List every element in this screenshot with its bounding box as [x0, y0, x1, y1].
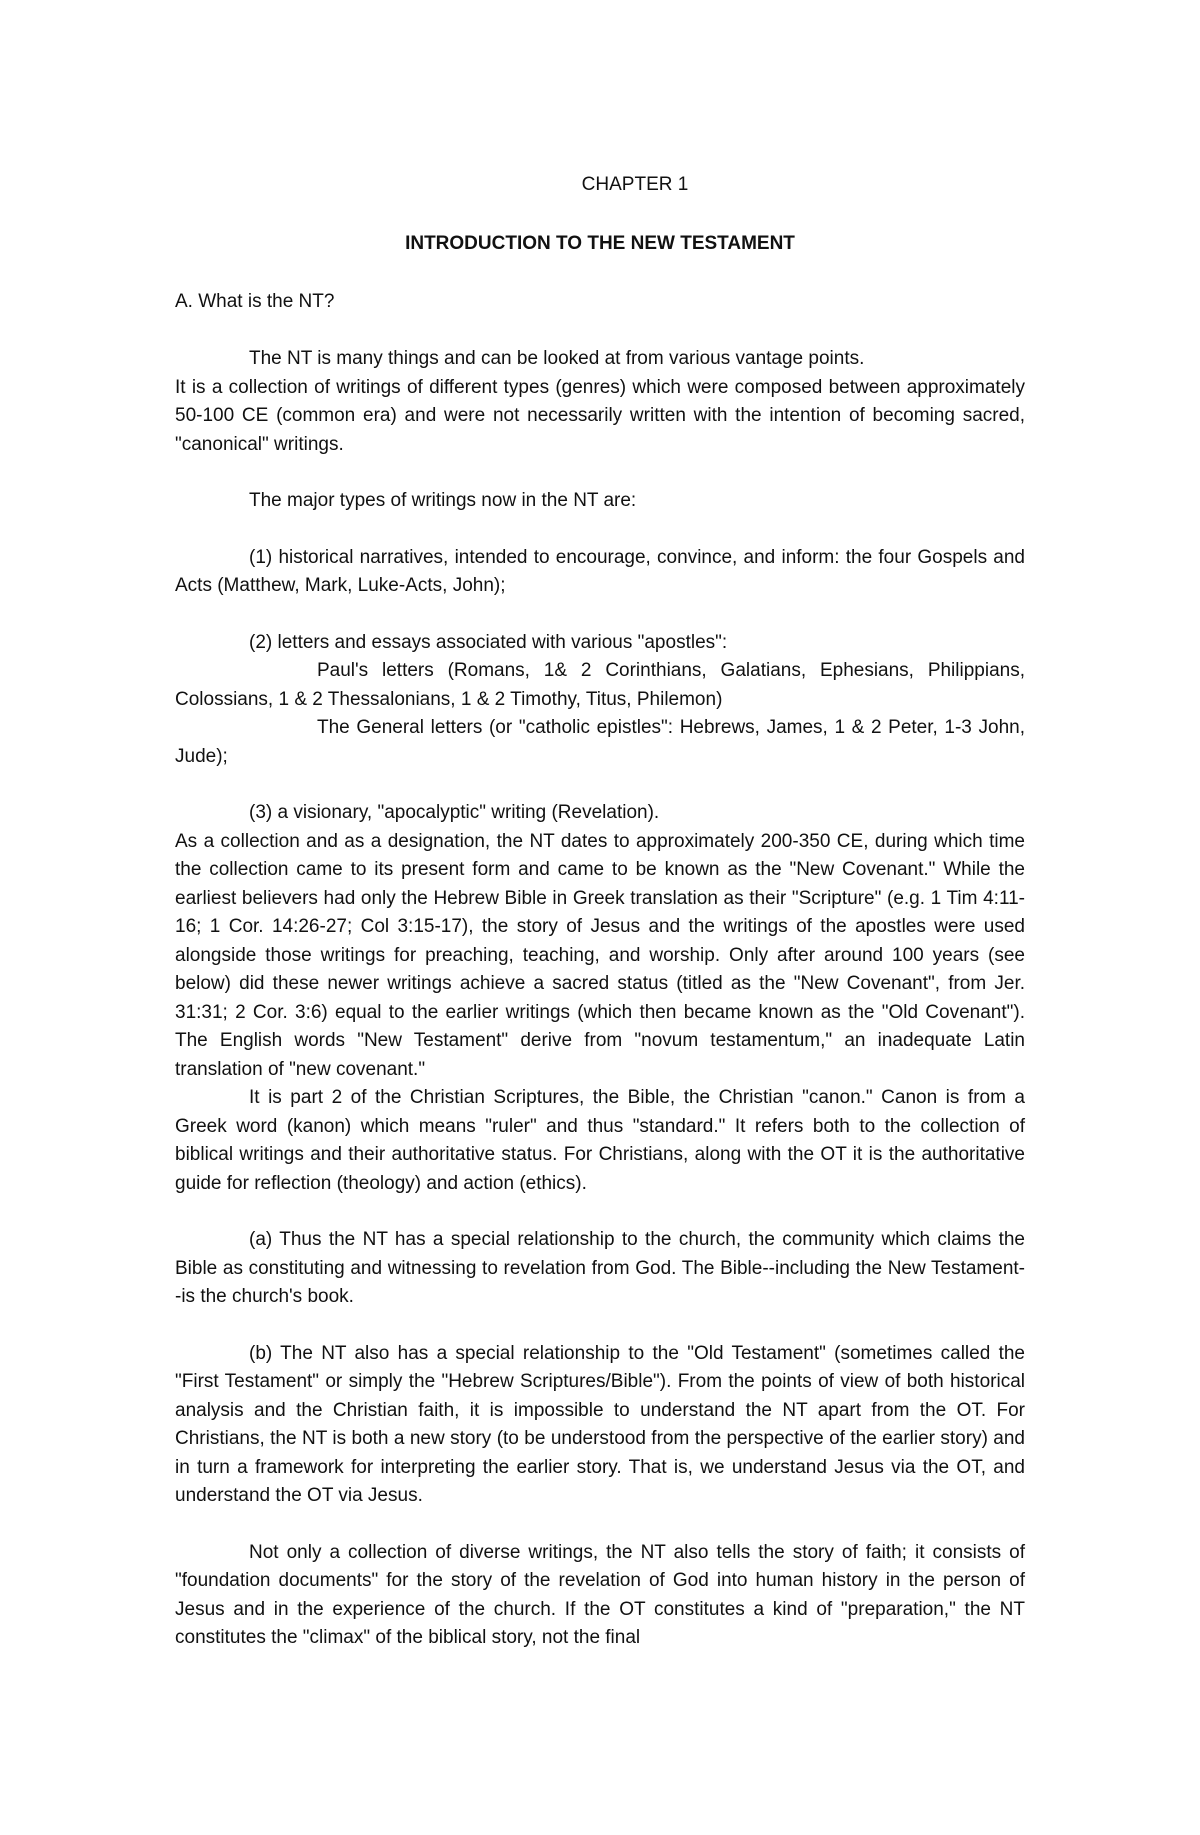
paragraph: (2) letters and essays associated with various "apostles": [249, 631, 728, 653]
body-text [175, 345, 1025, 1653]
chapter-label [0, 171, 1200, 199]
paragraph: The NT is many things and can be looked at from various vantage points. [249, 348, 865, 369]
chapter-label-text: CHAPTER 1 [581, 174, 689, 195]
paragraph: (a) Thus the NT has a special relationship to the church, the community which claims the Bible as constituting and witnessing to revelation from God. The Bible--including the New Testament--is the church's book. [175, 1229, 1025, 1307]
paragraph: Paul's letters (Romans, 1& 2 Corinthians, Galatians, Ephesians, Philippians, Colossians, 1 & 2 Thessalonians, 1 & 2 Timothy, Titus, Philemon) [175, 660, 1025, 710]
paragraph: It is part 2 of the Christian Scriptures, the Bible, the Christian "canon." Canon is from a Greek word (kanon) which means "ruler" and thus "standard." It refers both to the collection of biblical writings and their authoritative status. For Christians, along with the OT it is the authoritative guide for reflection (theology) and action (ethics). [175, 1087, 1025, 1194]
paragraph: As a collection and as a designation, the NT dates to approximately 200-350 CE, during which time the collection came to its present form and came to be known as the "New Covenant." While the earliest believers had only the Hebrew Bible in Greek translation as their "Scripture" (e.g. 1 Tim 4:11-16; 1 Cor. 14:26-27; Col 3:15-17), the story of Jesus and the writings of the apostles were used alongside those writings for preaching, teaching, and worship. Only after around 100 years (see below) did these newer writings achieve a sacred status (titled as the "New Covenant", from Jer. 31:31; 2 Cor. 3:6) equal to the earlier writings (which then became known as the "Old Covenant"). The English words "New Testament" derive from "novum testamentum," an inadequate Latin translation of "new covenant." [175, 830, 1025, 1080]
chapter-title [0, 230, 1200, 258]
paragraph: (3) a visionary, "apocalyptic" writing (Revelation). [249, 802, 660, 823]
paragraph: (1) historical narratives, intended to encourage, convince, and inform: the four Gospels and Acts (Matthew, Mark, Luke-Acts, John); [175, 546, 1025, 596]
chapter-title-text: INTRODUCTION TO THE NEW TESTAMENT [405, 233, 795, 254]
paragraph: The General letters (or "catholic epistles": Hebrews, James, 1 & 2 Peter, 1-3 John, Jude); [175, 717, 1025, 767]
section-heading: A. What is the NT? [175, 291, 335, 312]
paragraph: Not only a collection of diverse writings, the NT also tells the story of faith; it consists of "foundation documents" for the story of the revelation of God into human history in the person of Jesus and in the experience of the church. If the OT constitutes a kind of "preparation," the NT constitutes the "climax" of the biblical story, not the final [175, 1541, 1025, 1648]
paragraph: It is a collection of writings of different types (genres) which were composed between approximately 50-100 CE (common era) and were not necessarily written with the intention of becoming sacred, "canonical" writings. [175, 376, 1025, 455]
paragraph: (b) The NT also has a special relationship to the "Old Testament" (sometimes called the "First Testament" or simply the "Hebrew Scriptures/Bible"). From the points of view of both historical analysis and the Christian faith, it is impossible to understand the NT apart from the OT. For Christians, the NT is both a new story (to be understood from the perspective of the earlier story) and in turn a framework for interpreting the earlier story. That is, we understand Jesus via the OT, and understand the OT via Jesus. [175, 1342, 1025, 1506]
paragraph: The major types of writings now in the NT are: [249, 490, 637, 511]
